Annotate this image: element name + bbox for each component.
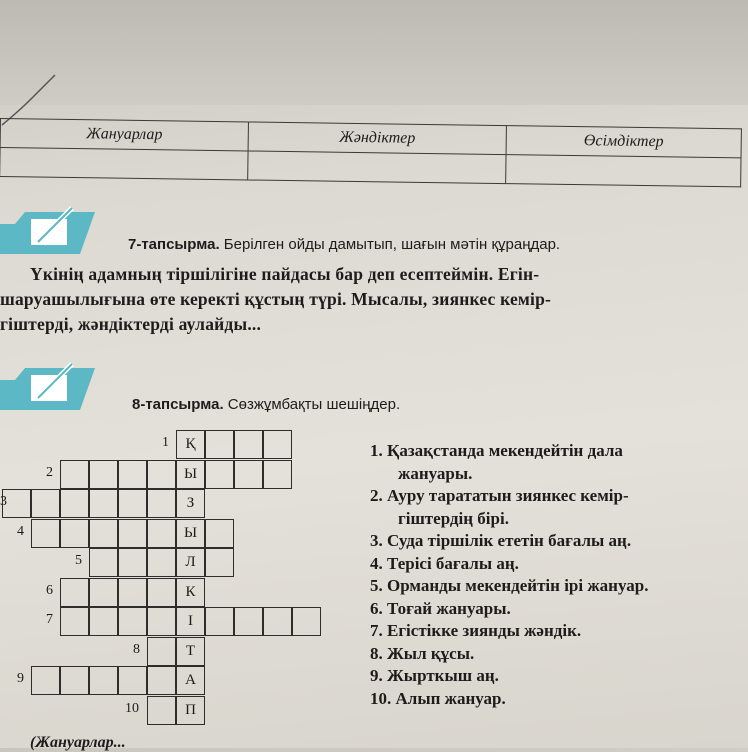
crossword-cell[interactable] [234, 460, 263, 489]
clue-list [370, 440, 748, 710]
writing-task-icon [0, 204, 110, 258]
crossword-number: 3 [0, 494, 7, 509]
crossword-cell[interactable] [89, 460, 118, 489]
writing-task-icon [0, 360, 110, 414]
clue-item: 9. Жырткыш аң. [370, 666, 499, 685]
crossword-cell[interactable] [292, 607, 321, 636]
crossword-cell[interactable] [118, 666, 147, 695]
crossword-cell[interactable] [263, 607, 292, 636]
crossword-number: 9 [17, 671, 24, 686]
crossword-cell[interactable] [89, 578, 118, 607]
crossword-cell[interactable] [89, 666, 118, 695]
clue-item: 4. Терісі бағалы аң. [370, 553, 519, 573]
crossword-number: 7 [46, 612, 53, 627]
crossword-cell[interactable] [60, 489, 89, 518]
crossword-cell[interactable] [60, 666, 89, 695]
task-8-number: 8-тапсырма. [132, 396, 224, 413]
crossword-number: 1 [162, 435, 169, 450]
crossword-number: 6 [46, 582, 53, 598]
task-7-number: 7-тапсырма. [128, 236, 220, 253]
crossword-cell[interactable] [147, 578, 176, 607]
crossword-key-cell[interactable]: А [176, 666, 205, 695]
paragraph-line-1: Үкінің адамның тіршілігіне пайдасы бар деп есептеймін. Егін- [30, 264, 540, 284]
crossword-key-cell[interactable]: З [176, 489, 205, 518]
page-top-shadow [0, 0, 748, 105]
table-cell-insects[interactable] [248, 151, 506, 184]
crossword-number: 4 [17, 523, 24, 539]
crossword-cell[interactable] [31, 489, 60, 518]
crossword-cell[interactable] [147, 460, 176, 489]
crossword-key-cell[interactable]: Ы [176, 460, 205, 489]
task-7-paragraph [0, 262, 748, 337]
crossword-key-cell[interactable]: Т [176, 637, 205, 666]
crossword-number: 2 [46, 464, 53, 480]
crossword-number: 8 [133, 641, 140, 657]
clue-item: 10. Алып жануар. [370, 688, 506, 708]
crossword-key-cell[interactable]: Ы [176, 519, 205, 548]
clue-item: 6. Тоғай жануары. [370, 598, 511, 618]
crossword-cell[interactable] [234, 430, 263, 459]
crossword-cell[interactable] [205, 460, 234, 489]
crossword-cell[interactable] [60, 607, 89, 636]
crossword-key-cell[interactable]: І [176, 607, 205, 636]
clue-item: 3. Суда тіршілік ететін бағалы аң. [370, 531, 632, 550]
crossword-cell[interactable] [147, 696, 176, 725]
crossword-cell[interactable] [89, 489, 118, 518]
clue-item: 5. Орманды мекендейтін ірі жануар. [370, 576, 649, 595]
table-header-insects: Жәндіктер [248, 122, 506, 155]
footer-fragment: (Жануарлар... [30, 734, 126, 751]
crossword-key-cell[interactable]: К [176, 578, 205, 607]
crossword-cell[interactable] [118, 519, 147, 548]
crossword-cell[interactable] [147, 607, 176, 636]
crossword-cell[interactable] [60, 519, 89, 548]
task-7-instruction: Берілген ойды дамытып, шағын мәтін құраңдар. [223, 236, 561, 253]
category-table [0, 118, 742, 187]
crossword-key-cell[interactable]: Қ [176, 430, 205, 459]
clue-item: гіштердің бірі. [398, 508, 509, 528]
crossword-key-cell[interactable]: Л [176, 548, 205, 577]
table-header-plants: Өсімдіктер [506, 126, 741, 158]
crossword-cell[interactable] [89, 548, 118, 577]
crossword-cell[interactable] [118, 489, 147, 518]
crossword-cell[interactable] [205, 607, 234, 636]
table-header-animals: Жануарлар [0, 119, 248, 151]
clue-item: 1. Қазақстанда мекендейтін дала [370, 441, 623, 460]
crossword-cell[interactable] [60, 460, 89, 489]
crossword-number: 10 [125, 700, 139, 716]
crossword-cell[interactable] [205, 519, 234, 548]
paragraph-line-2: шаруашылығына өте керекті құстың түрі. Мысалы, зиянкес кемір- [0, 289, 552, 309]
crossword-cell[interactable] [147, 489, 176, 518]
crossword-cell[interactable] [60, 578, 89, 607]
crossword-cell[interactable] [118, 578, 147, 607]
clue-item: 2. Ауру тарататын зиянкес кемір- [370, 486, 629, 505]
crossword-cell[interactable] [147, 666, 176, 695]
task-8-title [132, 396, 400, 413]
crossword-cell[interactable] [147, 637, 176, 666]
crossword-number: 5 [75, 553, 82, 568]
crossword-cell[interactable] [147, 519, 176, 548]
task-8-instruction: Сөзжұмбақты шешіңдер. [227, 396, 401, 413]
crossword-cell[interactable] [205, 430, 234, 459]
crossword-cell[interactable] [263, 430, 292, 459]
clue-item: жануары. [398, 463, 473, 483]
crossword-cell[interactable] [31, 519, 60, 548]
crossword-cell[interactable] [263, 460, 292, 489]
table-cell-plants[interactable] [506, 155, 741, 187]
crossword-cell[interactable] [89, 519, 118, 548]
crossword-cell[interactable] [89, 607, 118, 636]
task-7-title [128, 236, 560, 253]
clue-item: 7. Егістікке зиянды жәндік. [370, 621, 582, 640]
crossword-cell[interactable] [147, 548, 176, 577]
crossword-cell[interactable] [234, 607, 263, 636]
clue-item: 8. Жыл құсы. [370, 643, 475, 663]
crossword-key-cell[interactable]: П [176, 696, 205, 725]
table-cell-animals[interactable] [0, 148, 248, 180]
crossword-cell[interactable] [205, 548, 234, 577]
crossword-cell[interactable] [118, 460, 147, 489]
crossword-cell[interactable] [118, 607, 147, 636]
paragraph-line-3: гіштерді, жәндіктерді аулайды... [0, 314, 262, 334]
crossword-cell[interactable] [118, 548, 147, 577]
crossword-cell[interactable] [31, 666, 60, 695]
